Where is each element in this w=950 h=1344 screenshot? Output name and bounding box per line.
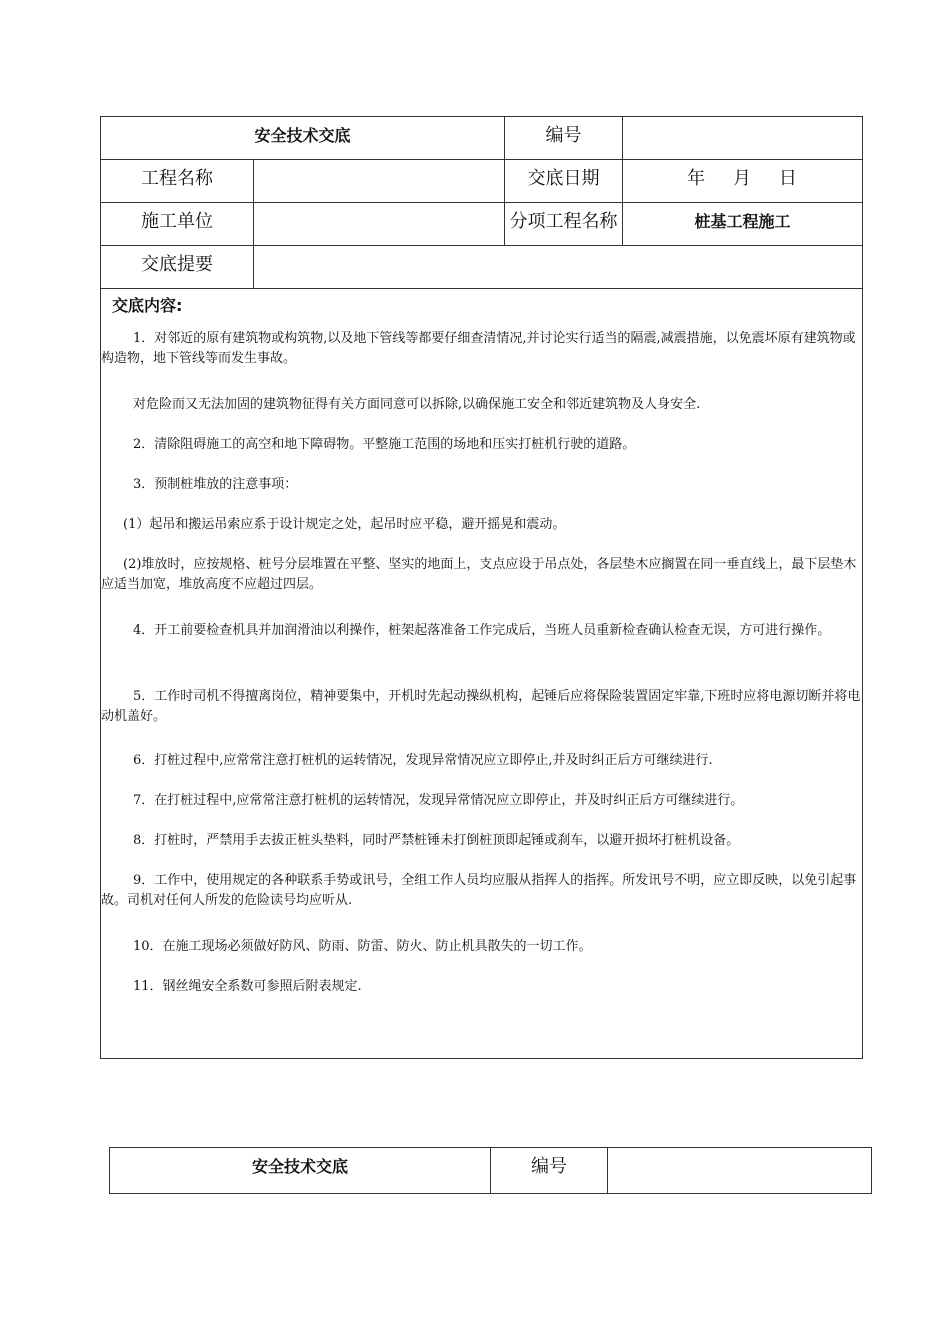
content-paragraph: 11．钢丝绳安全系数可参照后附表规定. [133,979,362,994]
content-area [101,289,863,1059]
next-number-label: 编号 [491,1148,608,1194]
number-value [623,117,863,160]
number-label: 编号 [505,117,623,160]
sub-project-value: 桩基工程施工 [623,203,863,246]
unit-label: 施工单位 [101,203,254,246]
content-paragraph: 4．开工前要检查机具并加润滑油以利操作，桩架起落准备工作完成后，当班人员重新检查确认检查无误，方可进行操作。 [133,623,831,638]
content-heading: 交底内容: [112,296,183,315]
content-paragraph: 6．打桩过程中,应常常注意打桩机的运转情况，发现异常情况应立即停止,并及时纠正后方可继续进行. [133,753,713,768]
content-paragraph: 对危险而又无法加固的建筑物征得有关方面同意可以拆除,以确保施工安全和邻近建筑物及人身安全. [133,397,701,412]
form-title: 安全技术交底 [101,117,505,160]
summary-value [254,246,863,289]
safety-disclosure-table [100,116,863,1059]
next-page-table [109,1147,872,1194]
content-paragraph: (1）起吊和搬运吊索应系于设计规定之处，起吊时应平稳，避开摇晃和震动。 [123,517,566,532]
date-value: 年 月 日 [623,160,863,203]
content-paragraph: 9．工作中，使用规定的各种联系手势或讯号，全组工作人员均应服从指挥人的指挥。所发讯号不明，应立即反映，以免引起事故。司机对任何人所发的危险读号均应听从. [101,873,857,908]
sub-project-label: 分项工程名称 [505,203,623,246]
content-paragraph: 5．工作时司机不得擅离岗位，精神要集中，开机时先起动操纵机构，起锤后应将保险装置固定牢靠,下班时应将电源切断并将电动机盖好。 [101,689,861,724]
summary-label: 交底提要 [101,246,254,289]
content-paragraph: 8．打桩时，严禁用手去拔正桩头垫料，同时严禁桩锤未打倒桩顶即起锤或刹车，以避开损坏打桩机设备。 [133,833,740,848]
content-paragraph: (2)堆放时，应按规格、桩号分层堆置在平整、坚实的地面上，支点应设于吊点处，各层垫木应搁置在同一垂直线上，最下层垫木应适当加宽，堆放高度不应超过四层。 [101,557,857,592]
project-name-label: 工程名称 [101,160,254,203]
content-paragraph: 1．对邻近的原有建筑物或构筑物,以及地下管线等都要仔细查清情况,并讨论实行适当的隔震,减震措施，以免震坏原有建筑物或构造物，地下管线等而发生事故。 [101,331,856,366]
content-paragraph: 10．在施工现场必须做好防风、防雨、防雷、防火、防止机具散失的一切工作。 [133,939,592,954]
unit-value [254,203,505,246]
content-paragraph: 2．清除阻碍施工的高空和地下障碍物。平整施工范围的场地和压实打桩机行驶的道路。 [133,437,636,452]
content-paragraph: 7．在打桩过程中,应常常注意打桩机的运转情况，发现异常情况应立即停止，并及时纠正后方可继续进行。 [133,793,744,808]
next-number-value [608,1148,872,1194]
next-form-title: 安全技术交底 [110,1148,491,1194]
project-name-value [254,160,505,203]
date-label: 交底日期 [505,160,623,203]
content-paragraph: 3．预制桩堆放的注意事项： [133,477,298,492]
